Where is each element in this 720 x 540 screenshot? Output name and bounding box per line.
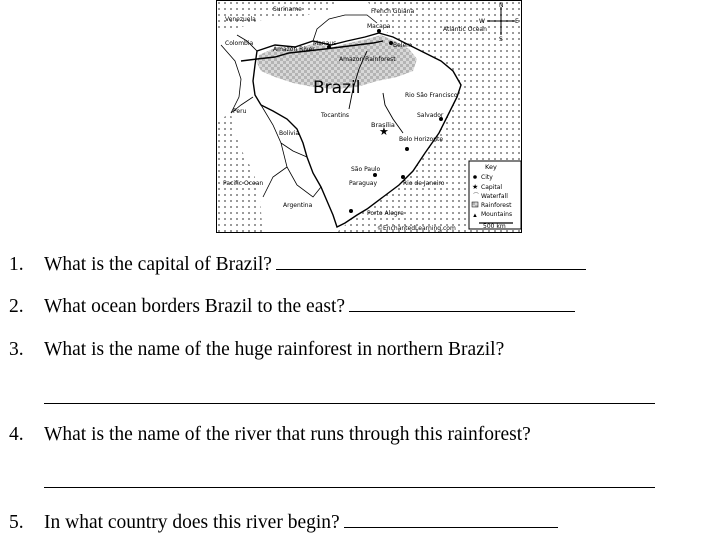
label-peru: Peru: [233, 108, 247, 115]
question-number: 1.: [9, 254, 24, 275]
label-colombia: Colombia: [225, 40, 254, 47]
label-paraguay: Paraguay: [349, 180, 378, 187]
key-item-waterfall: Waterfall: [481, 193, 508, 200]
svg-text:S: S: [499, 36, 503, 43]
question-4: [9, 423, 531, 447]
map-drawing: [217, 1, 521, 232]
answer-blank-5[interactable]: [344, 509, 558, 528]
question-text: What is the name of the huge rainforest in northern Brazil?: [44, 339, 505, 360]
label-rio-sao-francisco: Rio São Francisco: [405, 92, 458, 99]
svg-text:E: E: [515, 18, 519, 25]
answer-line-4[interactable]: [44, 487, 655, 488]
key-item-rainforest: Rainforest: [481, 202, 512, 209]
question-3: [9, 338, 504, 362]
label-macapa: Macapa: [367, 23, 391, 30]
city-dot-belo-horizonte: [405, 147, 409, 151]
label-amazon-river: Amazon River: [273, 46, 315, 53]
question-text: In what country does this river begin?: [44, 512, 340, 533]
svg-text:⌒: ⌒: [473, 194, 480, 200]
answer-blank-2[interactable]: [349, 293, 575, 312]
label-argentina: Argentina: [283, 202, 313, 209]
label-venezuela: Venezuela: [225, 16, 256, 23]
city-dot-porto-alegre: [349, 209, 353, 213]
svg-text:★: ★: [472, 183, 479, 191]
label-rio: Rio de Janeiro: [403, 180, 445, 187]
label-belo-horizonte: Belo Horizonte: [399, 136, 444, 143]
label-french-guiana: French Guiana: [371, 8, 415, 15]
question-text: What is the capital of Brazil?: [44, 254, 272, 275]
question-text: What is the name of the river that runs through this rainforest?: [44, 424, 531, 445]
city-dot-sao-paulo: [373, 173, 377, 177]
label-suriname: Suriname: [273, 6, 302, 13]
key-item-mountains: Mountains: [481, 211, 513, 218]
pacific-ocean-area: [217, 113, 263, 232]
question-number: 3.: [9, 339, 24, 360]
label-tocantins: Tocantins: [321, 112, 350, 119]
label-bolivia: Bolivia: [279, 130, 300, 137]
label-belem: Belem: [393, 42, 413, 49]
question-number: 4.: [9, 424, 24, 445]
svg-text:W: W: [479, 18, 485, 25]
map-key: [469, 161, 521, 230]
city-dot-rio: [401, 175, 405, 179]
question-number: 2.: [9, 296, 24, 317]
label-manaus: Manaus: [313, 40, 337, 47]
map-credit: ©EnchantedLearning.com: [377, 225, 456, 232]
question-1: [9, 251, 586, 277]
brazil-map: [216, 0, 522, 233]
svg-text:N: N: [499, 2, 504, 9]
capital-star-brasilia: ★: [379, 126, 389, 138]
answer-line-3[interactable]: [44, 403, 655, 404]
label-atlantic: Atlantic Ocean: [443, 26, 487, 33]
question-text: What ocean borders Brazil to the east?: [44, 296, 346, 317]
key-item-capital: Capital: [481, 184, 503, 191]
answer-blank-1[interactable]: [276, 251, 586, 270]
label-pacific: Pacific Ocean: [223, 180, 264, 187]
label-sao-paulo: São Paulo: [351, 166, 381, 173]
svg-text:▲: ▲: [472, 213, 478, 219]
key-scale: 500 km: [483, 223, 506, 230]
question-2: [9, 293, 575, 319]
label-rainforest: Amazon Rainforest: [339, 56, 396, 63]
key-title: Key: [485, 163, 497, 171]
question-5: [9, 509, 558, 535]
key-item-city: City: [481, 174, 493, 181]
country-label: Brazil: [313, 78, 361, 98]
label-porto-alegre: Porto Alegre: [367, 210, 404, 217]
label-salvador: Salvador: [417, 112, 444, 119]
label-brasilia: Brasília: [371, 121, 395, 129]
question-number: 5.: [9, 512, 24, 533]
